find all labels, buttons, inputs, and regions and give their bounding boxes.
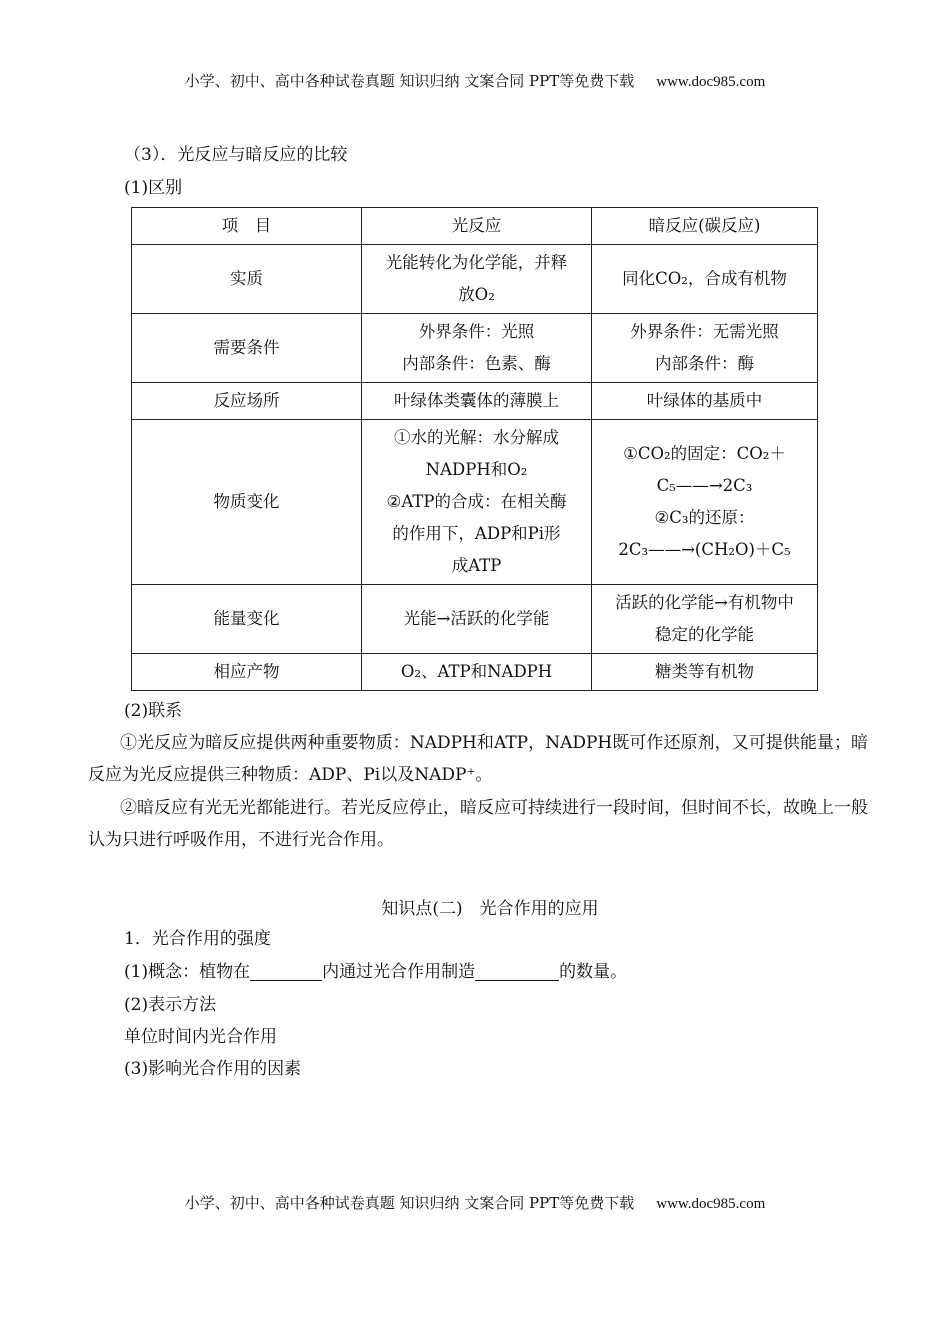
light-reaction-cell-line: ①水的光解：水分解成	[394, 428, 559, 447]
blank-time[interactable]	[250, 960, 322, 981]
concept-text-b: 内通过光合作用制造	[322, 962, 476, 982]
link-paragraph-1: ①光反应为暗反应提供两种重要物质：NADPH和ATP，NADPH既可作还原剂，又可提供能量；暗反应为光反应提供三种物质：ADP、Pi以及NADP⁺。	[88, 733, 868, 785]
table-header-dark: 暗反应(碳反应)	[592, 208, 818, 245]
header-text: 小学、初中、高中各种试卷真题 知识归纳 文案合同 PPT等免费下载	[184, 72, 635, 90]
light-reaction-cell	[362, 585, 592, 654]
dark-reaction-cell-line: 2C₃——→(CH₂O)＋C₅	[618, 540, 791, 559]
dark-reaction-cell-line: 外界条件：无需光照	[630, 322, 779, 341]
table-header-light: 光反应	[362, 208, 592, 245]
section3-title: （3）．光反应与暗反应的比较	[124, 145, 348, 165]
light-reaction-cell-line: O₂、ATP和NADPH	[400, 662, 553, 681]
factors-title: (3)影响光合作用的因素	[124, 1059, 302, 1079]
light-reaction-cell-line: 叶绿体类囊体的薄膜上	[394, 391, 559, 410]
page-footer	[0, 1192, 950, 1213]
row-label: 反应场所	[132, 383, 362, 420]
light-reaction-cell-line: 放O₂	[458, 285, 495, 304]
blank-substance[interactable]	[475, 960, 559, 981]
item1-title: 1．光合作用的强度	[124, 929, 271, 949]
footer-text: 小学、初中、高中各种试卷真题 知识归纳 文案合同 PPT等免费下载	[184, 1194, 635, 1212]
concept-line	[124, 960, 627, 984]
light-reaction-cell	[362, 245, 592, 314]
dark-reaction-cell	[592, 654, 818, 691]
knowledge-point-2-title: 知识点(二) 光合作用的应用	[381, 899, 599, 919]
light-reaction-cell	[362, 383, 592, 420]
light-reaction-cell-line: ②ATP的合成：在相关酶	[386, 492, 567, 511]
row-label: 需要条件	[132, 314, 362, 383]
dark-reaction-cell-line: 稳定的化学能	[655, 625, 754, 644]
concept-text-c: 的数量。	[559, 962, 628, 982]
dark-reaction-cell-line: 同化CO₂，合成有机物	[622, 269, 787, 288]
row-label: 相应产物	[132, 654, 362, 691]
row-label: 能量变化	[132, 585, 362, 654]
table-row-energy-change	[132, 585, 818, 654]
light-reaction-cell-line: 内部条件：色素、酶	[402, 354, 551, 373]
dark-reaction-cell	[592, 420, 818, 585]
table-row-products	[132, 654, 818, 691]
light-reaction-cell	[362, 314, 592, 383]
concept-text-a: (1)概念：植物在	[124, 962, 251, 982]
link-paragraph-2: ②暗反应有光无光都能进行。若光反应停止，暗反应可持续进行一段时间，但时间不长，故晚上一般认为只进行呼吸作用，不进行光合作用。	[88, 798, 868, 850]
table-row-essence	[132, 245, 818, 314]
dark-reaction-cell	[592, 383, 818, 420]
dark-reaction-cell-line: 活跃的化学能→有机物中	[615, 593, 794, 612]
dark-reaction-cell-line: 糖类等有机物	[655, 662, 754, 681]
row-label: 物质变化	[132, 420, 362, 585]
dark-reaction-cell	[592, 245, 818, 314]
sub2-title: (2)联系	[124, 701, 183, 721]
page-header	[0, 70, 950, 91]
light-reaction-cell-line: 成ATP	[451, 556, 502, 575]
header-site: www.doc985.com	[656, 74, 766, 90]
table-header-row	[132, 208, 818, 245]
table-row-substance-change	[132, 420, 818, 585]
table-row-conditions	[132, 314, 818, 383]
method-text: 单位时间内光合作用	[124, 1027, 277, 1047]
light-reaction-cell-line: 的作用下，ADP和Pi形	[392, 524, 561, 543]
sub1-title: (1)区别	[124, 178, 183, 198]
light-reaction-cell-line: 外界条件：光照	[418, 322, 535, 341]
dark-reaction-cell-line: ②C₃的还原：	[654, 508, 755, 527]
dark-reaction-cell	[592, 314, 818, 383]
light-reaction-cell-line: 光能转化为化学能，并释	[385, 253, 568, 272]
light-reaction-cell	[362, 420, 592, 585]
light-reaction-cell-line: 光能→活跃的化学能	[403, 609, 550, 628]
dark-reaction-cell-line: 叶绿体的基质中	[646, 391, 763, 410]
light-reaction-cell	[362, 654, 592, 691]
table-row-site	[132, 383, 818, 420]
table-header-item: 项 目	[132, 208, 362, 245]
dark-reaction-cell-line: C₅——→2C₃	[656, 476, 753, 495]
comparison-table	[131, 207, 818, 691]
comparison-table-body	[132, 208, 818, 691]
row-label: 实质	[132, 245, 362, 314]
method-title: (2)表示方法	[124, 995, 217, 1015]
dark-reaction-cell-line: 内部条件：酶	[655, 354, 754, 373]
light-reaction-cell-line: NADPH和O₂	[425, 460, 528, 479]
dark-reaction-cell	[592, 585, 818, 654]
footer-site: www.doc985.com	[656, 1196, 766, 1212]
dark-reaction-cell-line: ①CO₂的固定：CO₂＋	[623, 444, 786, 463]
